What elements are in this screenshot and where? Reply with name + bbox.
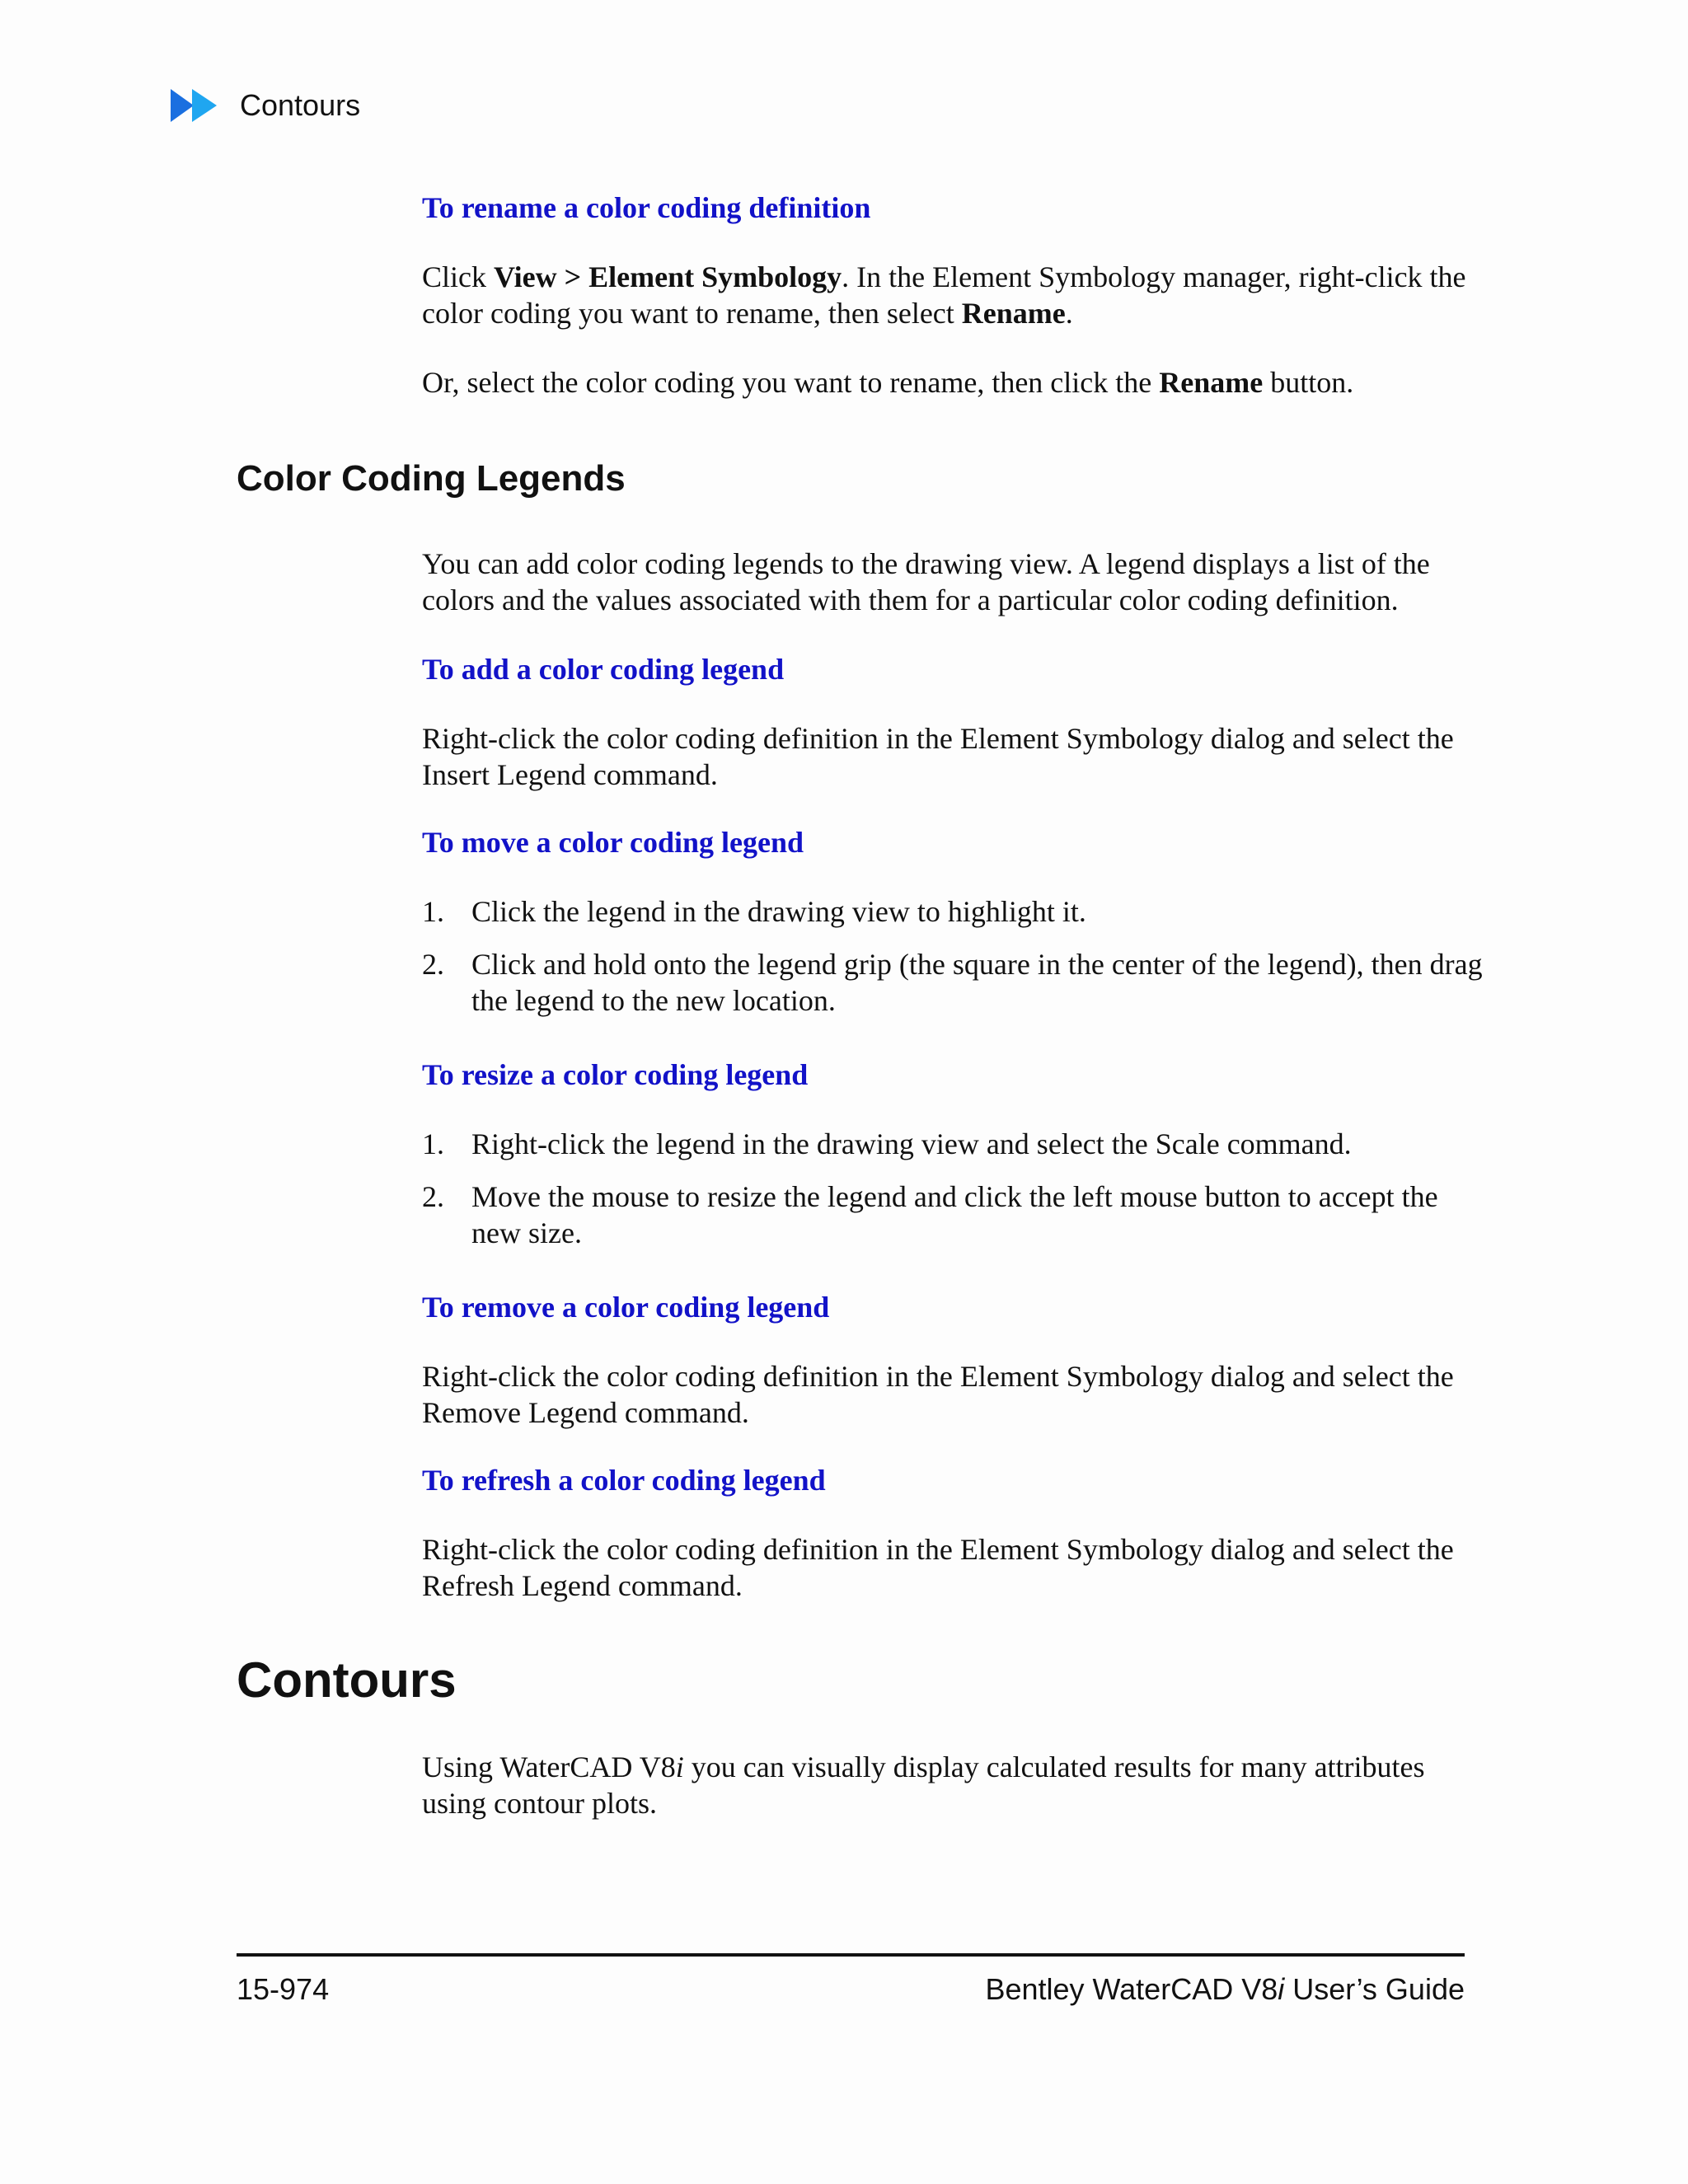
menu-reference-element-symbology: Element Symbology (588, 260, 842, 293)
command-reference-rename: Rename (961, 297, 1066, 330)
button-reference-rename: Rename (1159, 366, 1264, 399)
legends-intro-paragraph: You can add color coding legends to the drawing view. A legend displays a list of the colors and the values associated with them for a particular color coding definition. (422, 547, 1430, 616)
text-run-italic: i (675, 1750, 684, 1783)
contours-intro-block (422, 1749, 1485, 1821)
rename-definition-heading: To rename a color coding definition (422, 191, 871, 224)
list-item (422, 1179, 1485, 1251)
step-number: 2. (422, 948, 444, 981)
list-item (422, 946, 1485, 1019)
remove-legend-block (422, 1289, 1485, 1431)
text-run: button. (1263, 366, 1354, 399)
move-legend-heading: To move a color coding legend (422, 826, 804, 859)
step-text: Move the mouse to resize the legend and click the left mouse button to accept the new size. (471, 1180, 1438, 1249)
contours-intro-paragraph (422, 1749, 1485, 1821)
step-number: 1. (422, 895, 444, 928)
rename-definition-block (422, 190, 1485, 401)
add-legend-heading: To add a color coding legend (422, 653, 785, 686)
footer-page-number: 15-974 (237, 1972, 330, 2006)
step-number: 2. (422, 1180, 444, 1213)
list-item (422, 893, 1485, 930)
move-legend-block (422, 824, 1485, 1019)
refresh-legend-block (422, 1462, 1485, 1604)
running-header-title: Contours (240, 88, 361, 122)
refresh-legend-heading: To refresh a color coding legend (422, 1464, 826, 1497)
list-item (422, 1126, 1485, 1162)
resize-legend-heading: To resize a color coding legend (422, 1058, 809, 1091)
rename-definition-alternative (422, 364, 1485, 401)
remove-legend-paragraph: Right-click the color coding definition in the Element Symbology dialog and select the Remove Legend command. (422, 1360, 1454, 1429)
step-text: Click the legend in the drawing view to highlight it. (471, 895, 1086, 928)
text-run: Using WaterCAD V8 (422, 1750, 676, 1783)
refresh-legend-paragraph: Right-click the color coding definition in the Element Symbology dialog and select the Refresh Legend command. (422, 1533, 1454, 1602)
step-number: 1. (422, 1127, 444, 1160)
text-run: . (1065, 297, 1073, 330)
resize-legend-steps (422, 1126, 1485, 1251)
running-header (169, 86, 360, 125)
menu-reference-view: View (494, 260, 557, 293)
add-legend-block (422, 651, 1485, 793)
step-text: Click and hold onto the legend grip (the square in the center of the legend), then drag the legend to the new location. (471, 948, 1483, 1017)
resize-legend-block (422, 1057, 1485, 1251)
text-run: Bentley WaterCAD V8 (985, 1972, 1278, 2006)
add-legend-paragraph: Right-click the color coding definition in the Element Symbology dialog and select the Insert Legend command. (422, 722, 1454, 791)
text-run: Or, select the color coding you want to rename, then click the (422, 366, 1160, 399)
move-legend-steps (422, 893, 1485, 1019)
section-heading-color-coding-legends: Color Coding Legends (237, 458, 626, 499)
section-heading-contours: Contours (237, 1652, 457, 1708)
rename-definition-step (422, 259, 1485, 331)
menu-separator: > (556, 260, 589, 293)
step-text: Right-click the legend in the drawing view and select the Scale command. (471, 1127, 1352, 1160)
footer-divider (237, 1953, 1465, 1957)
remove-legend-heading: To remove a color coding legend (422, 1291, 830, 1324)
text-run: Click (422, 260, 494, 293)
text-run: User’s Guide (1284, 1972, 1465, 2006)
text-run-italic: i (1278, 1972, 1285, 2006)
double-chevron-right-icon (169, 86, 222, 125)
text-run: you can visually display calculated results for many attributes using contour plots. (422, 1750, 1425, 1820)
footer-guide-title (985, 1971, 1465, 2008)
legends-intro-block (422, 546, 1485, 618)
text-run: . In the Element Symbology manager, right-click the color coding you want to rename, then select (422, 260, 1466, 330)
